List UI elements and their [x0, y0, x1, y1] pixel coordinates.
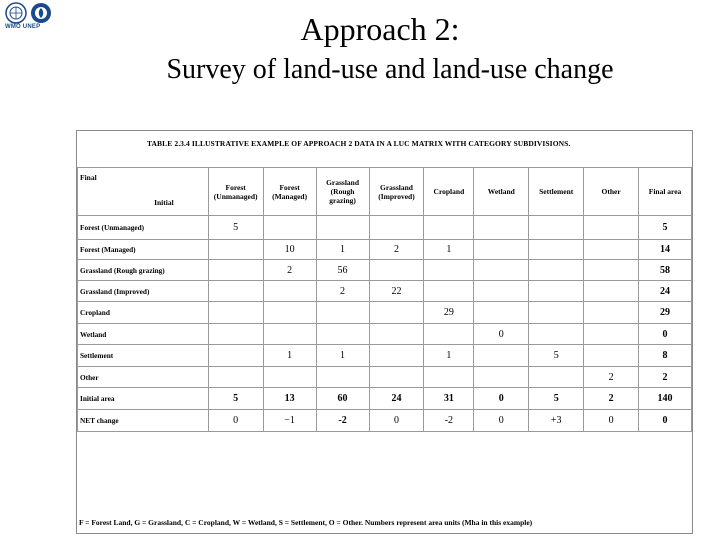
table-cell: 0 [474, 388, 529, 410]
table-cell [208, 367, 263, 388]
table-cell [529, 367, 584, 388]
table-cell: +3 [529, 410, 584, 432]
row-label: Wetland [78, 324, 209, 345]
corner-cell [78, 168, 209, 216]
table-cell: 5 [208, 216, 263, 240]
table-cell [208, 302, 263, 324]
table-row [78, 324, 692, 345]
table-cell [474, 216, 529, 240]
table-cell [208, 260, 263, 281]
table-row [78, 345, 692, 367]
table-cell: 0 [474, 410, 529, 432]
table-cell [316, 367, 369, 388]
table-cell: 2 [584, 367, 639, 388]
table-cell: 0 [639, 324, 692, 345]
table-cell: 2 [639, 367, 692, 388]
table-cell: 13 [263, 388, 316, 410]
table-cell [474, 302, 529, 324]
table-cell: 31 [424, 388, 474, 410]
table-cell: 1 [424, 240, 474, 260]
table-cell: 22 [369, 281, 424, 302]
table-cell: -2 [424, 410, 474, 432]
table-cell: 2 [584, 388, 639, 410]
table-cell: 140 [639, 388, 692, 410]
luc-matrix-table [77, 167, 692, 432]
table-cell: 5 [529, 345, 584, 367]
table-cell [584, 260, 639, 281]
table-cell [316, 302, 369, 324]
table-cell: 8 [639, 345, 692, 367]
luc-matrix-sheet [76, 130, 693, 534]
table-cell [584, 281, 639, 302]
table-cell: −1 [263, 410, 316, 432]
table-cell [369, 260, 424, 281]
table-cell [208, 240, 263, 260]
table-cell: 1 [263, 345, 316, 367]
table-cell [369, 216, 424, 240]
table-cell [369, 367, 424, 388]
table-row [78, 302, 692, 324]
table-cell [369, 302, 424, 324]
table-cell: 24 [639, 281, 692, 302]
table-cell [474, 240, 529, 260]
table-cell [424, 367, 474, 388]
table-cell: 1 [316, 240, 369, 260]
table-row [78, 281, 692, 302]
column-header: Forest (Managed) [263, 168, 316, 216]
table-cell: 1 [316, 345, 369, 367]
row-label: Forest (Unmanaged) [78, 216, 209, 240]
table-caption: TABLE 2.3.4 ILLUSTRATIVE EXAMPLE OF APPROACH 2 DATA IN A LUC MATRIX WITH CATEGORY SUBDIVISIONS. [147, 139, 571, 148]
slide-subtitle: Survey of land-use and land-use change [166, 54, 614, 85]
table-cell [584, 216, 639, 240]
table-cell: 29 [424, 302, 474, 324]
table-cell: 0 [639, 410, 692, 432]
table-cell: 2 [263, 260, 316, 281]
table-cell [474, 345, 529, 367]
table-cell: 60 [316, 388, 369, 410]
table-cell [369, 324, 424, 345]
column-header: Grassland (Rough grazing) [316, 168, 369, 216]
row-label: NET change [78, 410, 209, 432]
row-label: Cropland [78, 302, 209, 324]
table-cell [263, 302, 316, 324]
table-cell: 5 [208, 388, 263, 410]
table-row [78, 410, 692, 432]
table-cell [263, 324, 316, 345]
table-row [78, 240, 692, 260]
table-cell [424, 281, 474, 302]
table-cell [529, 324, 584, 345]
table-cell [369, 345, 424, 367]
table-cell [263, 216, 316, 240]
table-cell: -2 [316, 410, 369, 432]
table-cell [208, 345, 263, 367]
table-cell: 1 [424, 345, 474, 367]
row-label: Grassland (Improved) [78, 281, 209, 302]
column-header: Grassland (Improved) [369, 168, 424, 216]
column-header: Forest (Unmanaged) [208, 168, 263, 216]
corner-final-label: Final [80, 172, 97, 182]
column-header: Wetland [474, 168, 529, 216]
row-label: Initial area [78, 388, 209, 410]
table-cell [424, 324, 474, 345]
header-row [78, 168, 692, 216]
table-cell [424, 260, 474, 281]
table-cell [529, 302, 584, 324]
table-cell: 0 [208, 410, 263, 432]
table-cell [474, 367, 529, 388]
table-row [78, 367, 692, 388]
table-cell: 24 [369, 388, 424, 410]
table-cell [263, 281, 316, 302]
table-cell [584, 240, 639, 260]
column-header: Settlement [529, 168, 584, 216]
table-cell [584, 324, 639, 345]
table-row [78, 388, 692, 410]
table-footnote: F = Forest Land, G = Grassland, C = Cropland, W = Wetland, S = Settlement, O = Other. Numbers represent area units (Mha in this example) [79, 518, 533, 527]
table-cell [584, 345, 639, 367]
table-cell [529, 260, 584, 281]
table-cell: 58 [639, 260, 692, 281]
table-cell: 2 [369, 240, 424, 260]
corner-initial-label: Initial [154, 197, 174, 207]
table-cell [474, 260, 529, 281]
slide-title: Approach 2: [300, 11, 460, 47]
table-cell: 0 [369, 410, 424, 432]
table-cell: 5 [529, 388, 584, 410]
table-cell: 0 [584, 410, 639, 432]
row-label: Other [78, 367, 209, 388]
table-cell [584, 302, 639, 324]
table-cell [316, 216, 369, 240]
table-cell [424, 216, 474, 240]
table-cell: 14 [639, 240, 692, 260]
logo-caption: WMO UNEP [5, 24, 41, 30]
table-cell [263, 367, 316, 388]
row-label: Settlement [78, 345, 209, 367]
table-cell [208, 324, 263, 345]
column-header: Cropland [424, 168, 474, 216]
column-header: Other [584, 168, 639, 216]
table-cell: 5 [639, 216, 692, 240]
column-header: Final area [639, 168, 692, 216]
table-cell [316, 324, 369, 345]
table-cell [474, 281, 529, 302]
row-label: Forest (Managed) [78, 240, 209, 260]
table-cell: 10 [263, 240, 316, 260]
table-cell [208, 281, 263, 302]
table-row [78, 260, 692, 281]
table-cell: 0 [474, 324, 529, 345]
table-row [78, 216, 692, 240]
table-cell [529, 240, 584, 260]
table-cell [529, 281, 584, 302]
row-label: Grassland (Rough grazing) [78, 260, 209, 281]
table-cell: 56 [316, 260, 369, 281]
table-cell [529, 216, 584, 240]
table-cell: 29 [639, 302, 692, 324]
table-cell: 2 [316, 281, 369, 302]
